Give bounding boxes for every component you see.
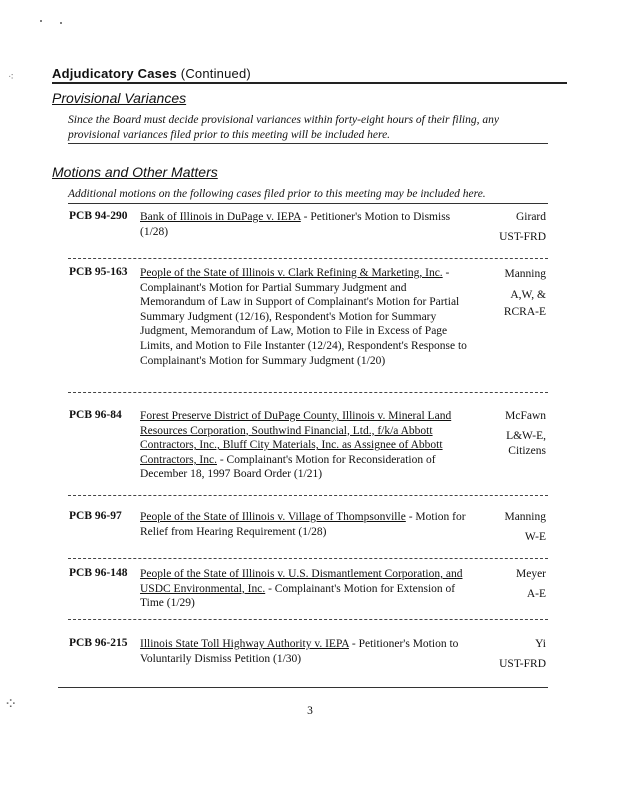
board-member: Manning <box>504 268 546 280</box>
case-divider <box>68 558 548 559</box>
case-divider <box>68 495 548 496</box>
case-board-member-and-type <box>480 207 546 247</box>
board-member: Yi <box>535 638 546 650</box>
case-board-member-and-type <box>480 406 546 459</box>
case-description <box>140 637 470 666</box>
case-motion-text: - Motion for Relief from Hearing Requirement (1/28) <box>140 511 466 538</box>
case-number: PCB 96-84 <box>69 409 122 421</box>
case-description <box>140 210 470 239</box>
case-caption: Illinois State Toll Highway Authority v. IEPA <box>140 638 349 650</box>
case-motion-text: - Complainant's Motion for Extension of Time (1/29) <box>140 582 456 610</box>
case-type: A-E <box>526 588 546 600</box>
case-caption: People of the State of Illinois v. Clark Refining & Marketing, Inc. <box>140 267 443 279</box>
page-number: 3 <box>307 705 313 717</box>
provisional-variances-note: Since the Board must decide provisional variances within forty-eight hours of their filing, any provisional variances filed prior to this meeting will be included here. <box>68 114 499 141</box>
case-caption: People of the State of Illinois v. U.S. Dismantlement Corporation, and USDC Environmental, Inc. <box>140 568 463 595</box>
case-number: PCB 96-97 <box>69 510 122 522</box>
case-type: W-E <box>524 531 546 543</box>
motions-rule <box>68 203 548 204</box>
motions-heading: Motions and Other Matters <box>52 164 218 180</box>
bottom-rule <box>58 687 548 688</box>
scan-speck <box>60 22 62 24</box>
case-board-member-and-type <box>480 564 546 604</box>
case-board-member-and-type <box>480 266 546 321</box>
case-description <box>140 567 470 611</box>
case-number: PCB 96-148 <box>69 567 128 579</box>
case-description <box>140 510 470 539</box>
provisional-variances-heading: Provisional Variances <box>52 90 187 106</box>
motions-note: Additional motions on the following cases filed prior to this meeting may be included here. <box>68 188 486 200</box>
scan-smudge: ⁖ <box>8 72 14 83</box>
scan-smudge: ⁘ <box>4 696 18 713</box>
case-number: PCB 95-163 <box>69 266 128 278</box>
header-rule <box>52 82 567 84</box>
case-caption: People of the State of Illinois v. Village of Thompsonville <box>140 511 406 523</box>
case-caption: Forest Preserve District of DuPage County, Illinois v. Mineral Land Resources Corporation, Southwind Financial, Ltd., f/k/a Abbott Contractors, Inc., Bluff City Materials, Inc. as Assignee of Abbott Contractors, Inc. <box>140 410 452 466</box>
section-header <box>52 66 251 81</box>
case-board-member-and-type <box>480 634 546 674</box>
board-member: Girard <box>515 211 546 223</box>
case-motion-text: - Petitioner's Motion to Dismiss (1/28) <box>140 211 451 238</box>
case-type: UST-FRD <box>499 231 546 243</box>
case-type: UST-FRD <box>499 658 546 670</box>
case-type: L&W-E, Citizens <box>506 430 546 457</box>
scan-speck <box>40 20 42 22</box>
case-description <box>140 266 470 368</box>
case-motion-text: - Petitioner's Motion to Voluntarily Dismiss Petition (1/30) <box>140 638 459 665</box>
section-title: Adjudicatory Cases <box>52 66 177 81</box>
case-caption: Bank of Illinois in DuPage v. IEPA <box>140 211 301 223</box>
case-number: PCB 94-290 <box>69 210 128 222</box>
case-divider <box>68 392 548 393</box>
provisional-rule <box>68 143 548 144</box>
case-motion-text: - Complainant's Motion for Reconsideration of December 18, 1997 Board Order (1/21) <box>140 453 436 481</box>
board-member: Meyer <box>515 568 546 580</box>
case-divider <box>68 619 548 620</box>
case-board-member-and-type <box>480 507 546 547</box>
section-title-suffix: (Continued) <box>180 66 251 81</box>
case-type: A,W, & RCRA-E <box>503 289 546 318</box>
case-divider <box>68 258 548 259</box>
case-description <box>140 409 470 482</box>
case-number: PCB 96-215 <box>69 637 128 649</box>
case-motion-text: - Complainant's Motion for Partial Summary Judgment and Memorandum of Law in Support of Complainant's Motion for Partial Summary Judgment (12/16), Respondent's Motion for Summary Judgment, Memorandum of Law, Motion to File in Excess of Page Limits, and Motion to File Instanter (12/24), Respondent's Response to Complainant's Motion for Summary Judgment (1/20) <box>140 267 467 367</box>
board-member: McFawn <box>505 410 546 422</box>
board-member: Manning <box>504 511 546 523</box>
